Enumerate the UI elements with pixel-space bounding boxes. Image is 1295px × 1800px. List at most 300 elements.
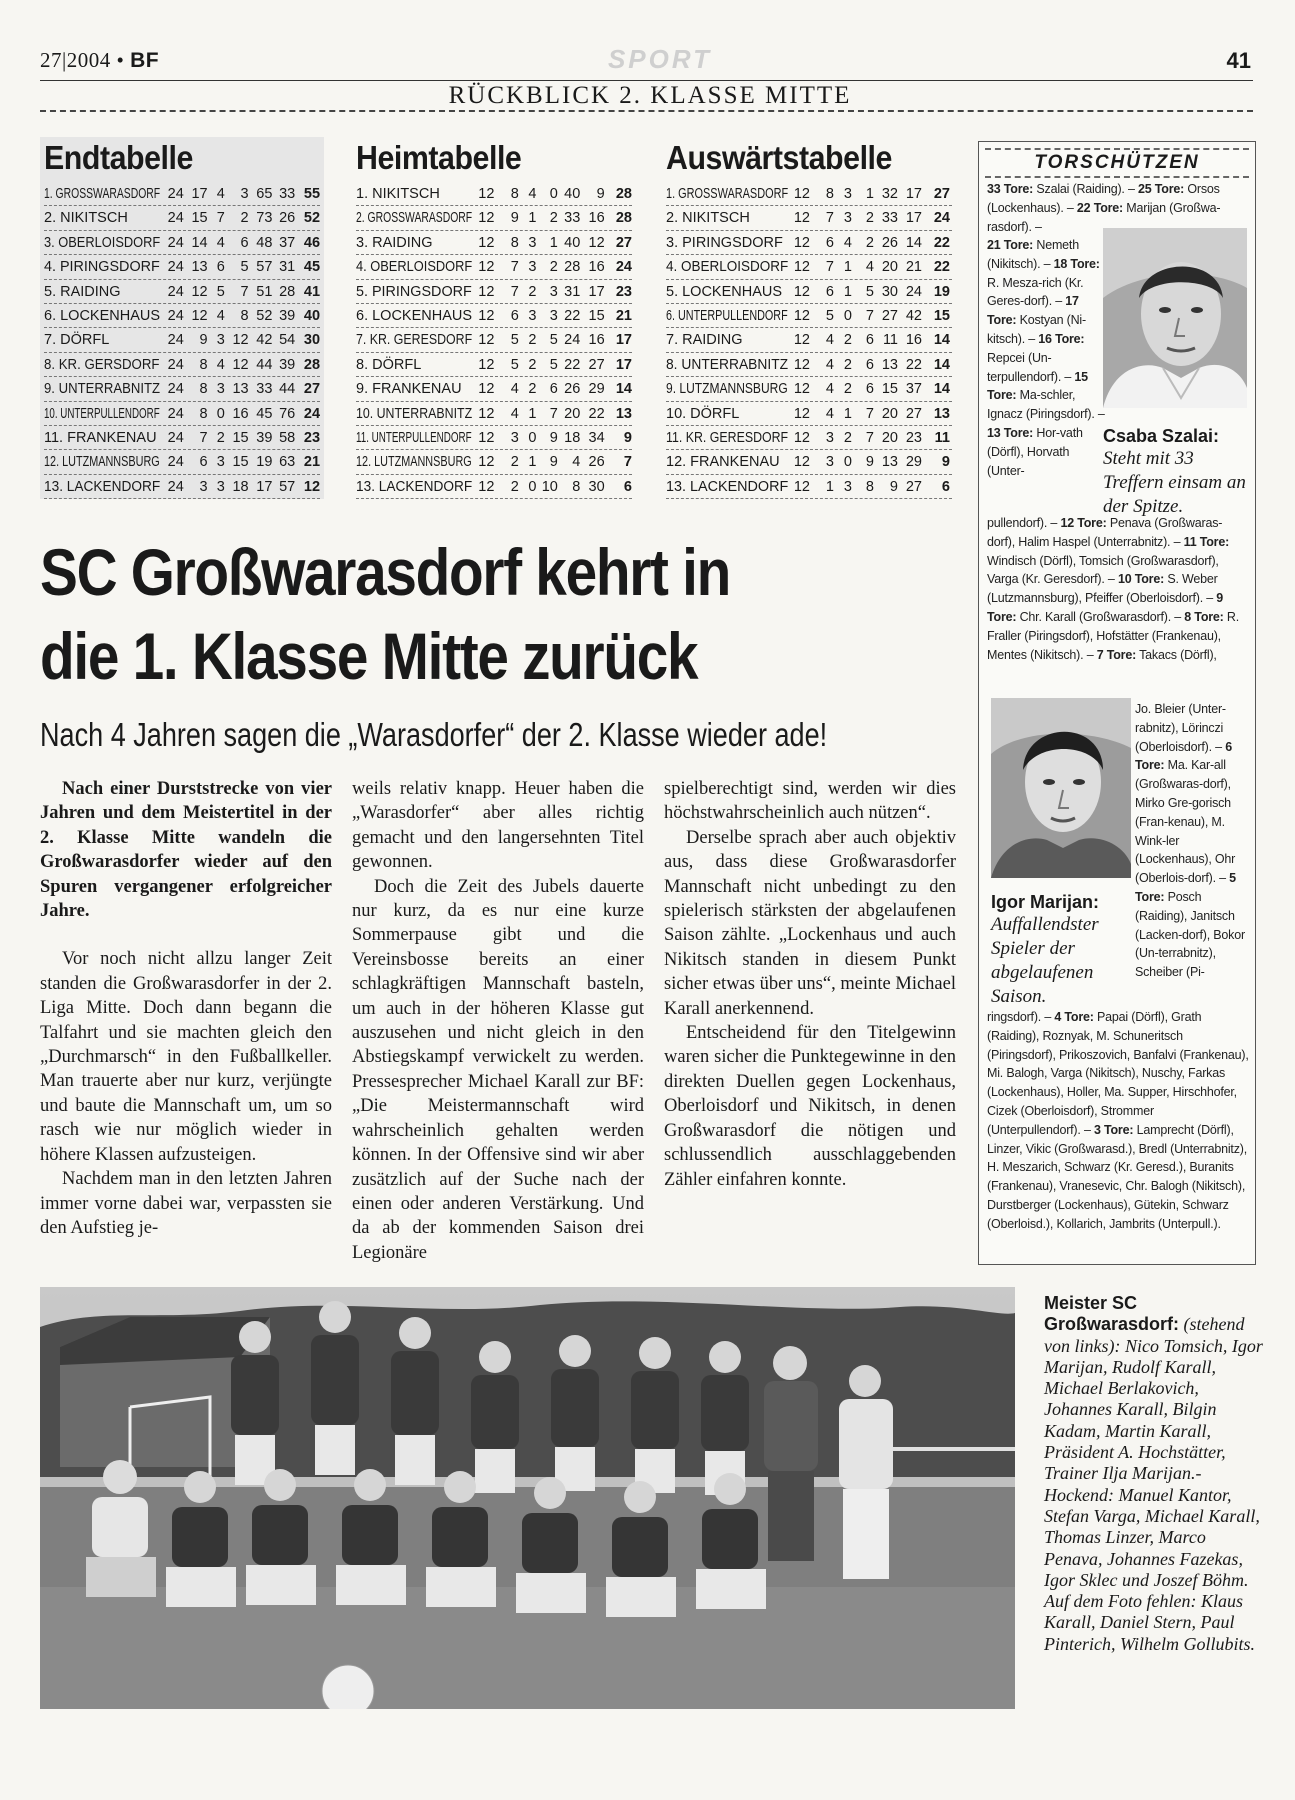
table-cell: 42 [256,332,273,349]
team-name: 8. KR. GERSDORF [44,356,160,373]
team-name: 13. LACKENDORF [44,478,161,495]
scorer-names: R. Mesza-rich (Kr. Geres-dorf). – [987,275,1084,309]
table-title: Auswärtstabelle [666,139,892,176]
table-row [356,304,632,328]
team-name: 8. DÖRFL [356,356,422,373]
table-cell: 27 [881,307,898,324]
table-cell: 12 [793,429,810,446]
article-paragraph: spielberechtigt sind, werden wir dies höchstwahrscheinlich auch nützen“. [664,779,956,824]
table-cell: 4 [216,307,225,324]
table-row [356,402,632,426]
header-dashed-rule [40,110,1253,112]
team-name: 1. GROSSWARASDORF [666,186,789,202]
table-cell: 30 [303,332,321,349]
table-row [356,182,632,206]
headline-line-2: die 1. Klasse Mitte zurück [40,619,698,693]
table-cell: 16 [588,210,605,227]
table-cell: 2 [528,283,537,300]
table-cell: 13 [881,454,898,471]
table-row [44,353,320,377]
table-cell: 1 [843,283,852,300]
table-cell: 8 [199,405,208,422]
table-row [44,231,320,255]
scorer-names: Papai (Dörfl), Grath (Raiding), Roznyak, M. Schuneritsch (Piringsdorf), Prikoszovich, Banfalvi (Frankenau), Mi. Balogh, Varga (Nikitsch), Nuschy, Farkas (Lockenhaus), Holler, Ma. Supper, Hirschhofer, Cizek (Oberloisdorf), Strommer (Unterpullendorf). – [987,1010,1249,1137]
table-cell: 24 [167,283,184,300]
table-cell: 3 [528,307,537,324]
table-row [666,182,952,206]
team-name: 10. DÖRFL [666,405,740,422]
article-paragraph: Nachdem man in den letzten Jahren immer vorne dabei war, verpassten sie den Aufstieg je- [40,1169,332,1238]
table-row [356,255,632,279]
table-cell: 12 [232,332,249,349]
table-cell: 0 [528,478,537,495]
table-row [666,280,952,304]
table-endtabelle [40,137,324,499]
table-cell: 0 [216,405,225,422]
table-cell: 12 [478,283,495,300]
team-name: 11. FRANKENAU [44,429,157,446]
table-cell: 20 [881,429,898,446]
team-name: 11. UNTERPULLENDORF [356,429,472,446]
table-cell: 3 [240,186,249,202]
table-cell: 14 [933,356,950,373]
table-title: Heimtabelle [356,139,522,176]
table-row [44,475,320,499]
scorer-count: 8 Tore: [1184,609,1224,624]
table-cell: 76 [279,405,296,422]
table-cell: 73 [256,210,273,227]
table-cell: 13 [615,405,632,422]
team-caption-missing: Auf dem Foto fehlen: Klaus Karall, Daniel Stern, Paul Pinterich, Wilhelm Gollubits. [1044,1591,1255,1654]
scorers-title: TORSCHÜTZEN [985,148,1249,178]
scorer-names: Takacs (Dörfl), [1136,647,1217,662]
scorers-text-bottom [987,1008,1249,1234]
table-cell: 4 [572,454,581,471]
scorer-names: Lamprecht (Dörfl), Linzer, Vikic (Großwarasd.), Bredl (Unterrabnitz), H. Meszarich, Schwarz (Kr. Geresd.), Buranits (Frankenau), Vranesevic, Chr. Balogh (Nikitsch), Durstberger (Lockenhaus), Gütekin, Schwarz (Oberloisd.), Kollarich, Jambrits (Unterpull.). [987,1122,1247,1231]
table-cell: 33 [256,381,273,398]
team-name: 6. LOCKENHAUS [356,307,473,324]
table-cell: 12 [478,454,495,471]
article-paragraph: weils relativ knapp. Heuer haben die „Warasdorfer“ aber alles richtig gemacht und den langersehnten Titel gewonnen. [352,779,644,873]
section-name: SPORT [607,44,713,74]
table-row [666,377,952,401]
table-cell: 4 [865,259,874,276]
table-cell: 4 [216,356,225,373]
article-column-2 [352,777,644,1265]
team-name: 9. LUTZMANNSBURG [666,381,788,398]
scorer-names: ringsdorf). – [987,1010,1055,1024]
table-row [44,328,320,352]
table-cell: 15 [588,307,605,324]
scorer-names: Repcei (Un-terpullendorf). – [987,350,1075,384]
table-cell: 52 [303,210,321,227]
table-cell: 8 [240,307,249,324]
table-cell: 19 [933,283,950,300]
article-paragraph: Entscheidend für den Titelgewinn waren sicher die Punktegewinne in den direkten Duellen gegen Lockenhaus, Oberloisdorf und Nikitsch, in denen Großwarasdorf die nötigen und schlussendlich ausschlaggebenden Zähler einfahren konnte. [664,1023,956,1190]
table-cell: 9 [510,210,519,227]
table-cell: 22 [905,356,922,373]
table-cell: 1 [865,186,874,202]
table-cell: 12 [303,478,321,495]
table-cell: 2 [549,259,558,276]
team-name: 7. KR. GERESDORF [356,332,473,349]
table-row [44,255,320,279]
table-cell: 28 [279,283,296,300]
table-auswaertstabelle [662,137,956,499]
scorer-names: Nemeth (Nikitsch). – [987,238,1079,271]
table-cell: 39 [256,429,273,446]
table-cell: 24 [167,186,184,202]
table-cell: 7 [825,210,834,227]
table-body [356,182,632,499]
table-cell: 17 [615,332,632,349]
table-cell: 51 [256,283,273,300]
team-name: 2. NIKITSCH [44,210,128,227]
table-cell: 8 [199,381,208,398]
table-cell: 27 [588,356,605,373]
table-cell: 6 [216,259,225,276]
scorer-names: Orsos (Lockenhaus). – [987,182,1220,215]
table-cell: 24 [905,283,922,300]
table-cell: 40 [303,307,321,324]
table-cell: 12 [793,186,810,202]
table-cell: 12 [478,429,495,446]
scorer-count: 33 Tore: [987,182,1034,196]
table-row [356,475,632,499]
table-cell: 30 [588,478,605,495]
table-cell: 57 [279,478,296,495]
table-cell: 7 [623,454,632,471]
page-number: 41 [1226,48,1251,73]
table-cell: 4 [825,405,834,422]
table-cell: 8 [199,356,208,373]
table-cell: 27 [933,186,950,202]
table-cell: 3 [528,234,537,251]
brand-name: BF [130,49,160,72]
table-cell: 24 [933,210,950,227]
table-cell: 9 [199,332,208,349]
table-cell: 27 [303,381,321,398]
team-photo-image [40,1287,1015,1709]
table-cell: 9 [549,454,558,471]
table-cell: 24 [167,259,184,276]
table-row [44,304,320,328]
issue-separator: • [116,48,125,72]
scorer-count: 11 Tore: [1183,534,1230,549]
table-cell: 4 [825,332,834,349]
table-cell: 8 [865,478,874,495]
table-cell: 29 [588,381,605,398]
table-cell: 24 [167,210,184,227]
table-cell: 11 [882,332,898,349]
table-row [666,328,952,352]
table-cell: 28 [303,356,321,373]
table-cell: 24 [167,429,184,446]
team-name: 8. UNTERRABNITZ [666,356,789,373]
table-cell: 13 [191,259,208,276]
scorer-count: 7 Tore: [1096,647,1137,662]
table-cell: 0 [843,307,852,324]
table-cell: 13 [881,356,898,373]
scorer-names: Szalai (Raiding). – [1033,182,1138,196]
table-cell: 7 [825,259,834,276]
table-cell: 45 [256,405,273,422]
table-cell: 2 [843,332,852,349]
table-cell: 39 [279,356,296,373]
caption-text: Auffallendster Spieler der abgelaufenen Saison. [991,914,1099,1007]
table-cell: 7 [240,283,249,300]
table-cell: 17 [191,186,208,202]
table-cell: 24 [167,234,184,251]
table-cell: 23 [615,283,632,300]
scorer-count: 13 Tore: [987,425,1034,440]
table-row [356,206,632,230]
scorer-count: 12 Tore: [1060,516,1107,530]
article-paragraph: Derselbe sprach aber auch objektiv aus, dass diese Großwarasdorfer Mannschaft nicht unbedingt zu den spielerisch stärksten der abgelaufenen Saison zählte. „Lockenhaus und auch Nikitsch standen in diesem Punkt sicher etwas über uns“, meinte Michael Karall anerkennend. [664,827,956,1019]
table-row [356,353,632,377]
table-cell: 2 [843,356,852,373]
table-cell: 12 [478,307,495,324]
table-cell: 2 [528,381,537,398]
team-name: 4. OBERLOISDORF [666,259,789,276]
caption-name: Csaba Szalai: [1103,426,1220,446]
table-cell: 0 [549,186,558,202]
table-cell: 31 [564,283,581,300]
table-cell: 3 [216,381,225,398]
scorer-count: 21 Tore: [987,238,1034,252]
table-cell: 20 [881,405,898,422]
table-row [44,450,320,474]
issue-info [40,48,159,73]
marijan-caption [991,892,1137,1009]
szalai-caption [1103,426,1251,519]
table-cell: 28 [615,210,632,227]
table-row [666,450,952,474]
table-cell: 8 [510,186,519,202]
table-row [666,304,952,328]
table-cell: 3 [549,283,558,300]
table-cell: 4 [216,234,225,251]
team-name: 5. RAIDING [44,283,121,300]
table-row [666,255,952,279]
table-cell: 10 [541,478,558,495]
team-name: 10. UNTERRABNITZ [356,405,473,422]
team-photo [40,1287,1015,1709]
table-cell: 1 [528,454,537,471]
table-cell: 22 [588,405,605,422]
table-cell: 14 [191,234,208,251]
table-cell: 12 [232,356,249,373]
table-cell: 2 [510,478,519,495]
team-caption [1044,1293,1266,1655]
scorer-count: 6 Tore: [1135,739,1232,773]
scorers-text-narrow-2 [1135,700,1251,982]
table-cell: 5 [549,356,558,373]
table-cell: 17 [905,210,922,227]
table-cell: 65 [256,186,273,202]
table-cell: 46 [303,234,321,251]
table-cell: 6 [825,234,834,251]
table-cell: 7 [865,405,874,422]
table-row [356,328,632,352]
table-cell: 7 [865,429,874,446]
table-row [666,353,952,377]
table-cell: 26 [279,210,296,227]
table-cell: 12 [478,381,495,398]
table-cell: 3 [216,454,225,471]
table-cell: 3 [199,478,208,495]
issue-number: 27|2004 [40,48,111,72]
team-name: 4. PIRINGSDORF [44,259,160,276]
table-cell: 12 [793,478,810,495]
table-cell: 9 [623,429,632,446]
table-cell: 5 [825,307,834,324]
table-cell: 12 [793,405,810,422]
table-heimtabelle [352,137,636,499]
table-cell: 12 [191,283,208,300]
table-cell: 3 [843,186,852,202]
table-cell: 6 [549,381,558,398]
table-cell: 7 [199,429,208,446]
table-cell: 13 [933,405,950,422]
scorer-names: Hor-vath (Dörfl), Horvath (Unter- [987,425,1083,478]
table-cell: 26 [564,381,581,398]
table-cell: 9 [865,454,874,471]
table-cell: 6 [240,234,249,251]
table-cell: 12 [793,356,810,373]
table-cell: 21 [615,307,632,324]
team-caption-title: Meister SC Großwarasdorf: [1044,1293,1180,1335]
team-name: 13. LACKENDORF [666,478,789,495]
table-cell: 6 [865,381,874,398]
table-cell: 3 [216,478,225,495]
team-name: 2. NIKITSCH [666,210,750,227]
table-cell: 6 [623,478,632,495]
table-cell: 12 [793,210,810,227]
table-cell: 15 [933,307,950,324]
table-cell: 27 [615,234,632,251]
table-cell: 8 [510,234,519,251]
table-cell: 44 [256,356,273,373]
subheadline: Nach 4 Jahren sagen die „Warasdorfer“ der 2. Klasse wieder ade! [40,716,828,753]
table-cell: 24 [615,259,632,276]
table-cell: 20 [881,259,898,276]
scorer-count: 5 Tore: [1135,871,1236,904]
table-cell: 14 [905,234,922,251]
scorers-text-wide [987,514,1249,664]
table-cell: 17 [256,478,273,495]
table-cell: 23 [905,429,922,446]
table-cell: 26 [588,454,605,471]
table-cell: 24 [167,356,184,373]
table-cell: 12 [793,307,810,324]
table-cell: 1 [549,234,558,251]
table-cell: 24 [167,478,184,495]
table-cell: 6 [825,283,834,300]
article-column-3 [664,777,956,1192]
table-cell: 21 [905,259,922,276]
table-cell: 12 [478,234,495,251]
table-cell: 4 [528,186,537,202]
table-cell: 19 [256,454,273,471]
table-cell: 17 [588,283,605,300]
caption-text: Steht mit 33 Treffern einsam an der Spitze. [1103,448,1246,517]
team-name: 12. FRANKENAU [666,454,780,471]
table-cell: 12 [793,283,810,300]
headline-line-1: SC Großwarasdorf kehrt in [40,535,731,609]
table-cell: 7 [549,405,558,422]
table-cell: 4 [216,186,225,202]
table-cell: 27 [905,405,922,422]
table-cell: 42 [905,307,922,324]
table-cell: 4 [825,381,834,398]
table-cell: 18 [564,429,581,446]
scorer-names: Chr. Karall (Großwarasdorf). – [1016,609,1185,624]
table-cell: 52 [256,307,273,324]
table-cell: 12 [588,234,605,251]
table-row [44,377,320,401]
team-caption-text: (stehend von links): Nico Tomsich, Igor Marijan, Rudolf Karall, Michael Berlakovich, Johannes Karall, Bilgin Kadam, Martin Karall, Präsident A. Hochstätter, Trainer Ilja Marijan.- Hockend: Manuel Kantor, Stefan Varga, Michael Karall, Thomas Linzer, Marco Penava, Johannes Fazekas, Igor Sklec und Joszef Böhm. [1044,1314,1263,1590]
table-cell: 57 [256,259,273,276]
table-cell: 12 [478,259,495,276]
page-title: RÜCKBLICK 2. KLASSE MITTE [448,82,852,109]
table-cell: 24 [167,307,184,324]
table-cell: 2 [843,381,852,398]
scorer-count: 17 Tore: [987,294,1079,328]
table-cell: 28 [564,259,581,276]
team-name: 9. UNTERRABNITZ [44,381,161,398]
table-cell: 8 [572,478,581,495]
table-cell: 26 [881,234,898,251]
table-cell: 12 [478,210,495,227]
table-cell: 1 [843,259,852,276]
table-cell: 3 [843,478,852,495]
table-row [356,231,632,255]
table-cell: 33 [564,210,581,227]
table-cell: 12 [793,332,810,349]
scorer-count: 16 Tore: [1038,331,1085,346]
table-cell: 15 [232,454,249,471]
table-cell: 63 [279,454,296,471]
table-row [666,426,952,450]
team-name: 3. RAIDING [356,234,433,251]
table-cell: 6 [510,307,519,324]
scorer-names: Jo. Bleier (Unter-rabnitz), Lörinczi (Oberloisdorf). – [1135,702,1226,754]
scorer-count: 3 Tore: [1093,1122,1134,1137]
team-name: 10. UNTERPULLENDORF [44,405,160,422]
table-cell: 24 [167,454,184,471]
scorer-names: Posch (Raiding), Janitsch (Lacken-dorf), Bokor (Un-terrabnitz), Scheiber (Pi- [1135,889,1245,980]
table-cell: 7 [216,210,225,227]
table-row [356,426,632,450]
table-cell: 9 [596,186,605,202]
team-name: 9. FRANKENAU [356,381,462,398]
table-cell: 41 [303,283,321,300]
table-cell: 13 [232,381,249,398]
team-name: 2. GROSSWARASDORF [356,210,473,227]
szalai-portrait [1103,228,1247,408]
table-cell: 0 [528,429,537,446]
scorer-count: 22 Tore: [1076,200,1124,215]
table-cell: 2 [865,210,874,227]
team-name: 5. LOCKENHAUS [666,283,783,300]
team-name: 4. OBERLOISDORF [356,259,473,276]
table-cell: 33 [881,210,898,227]
table-cell: 12 [478,356,495,373]
article-lead: Nach einer Durststrecke von vier Jahren und dem Meistertitel in der 2. Klasse Mitte wandeln die Großwarasdorfer wieder auf den Spuren vergangener erfolgreicher Jahre. [40,779,332,922]
table-cell: 5 [510,332,519,349]
table-cell: 37 [279,234,296,251]
